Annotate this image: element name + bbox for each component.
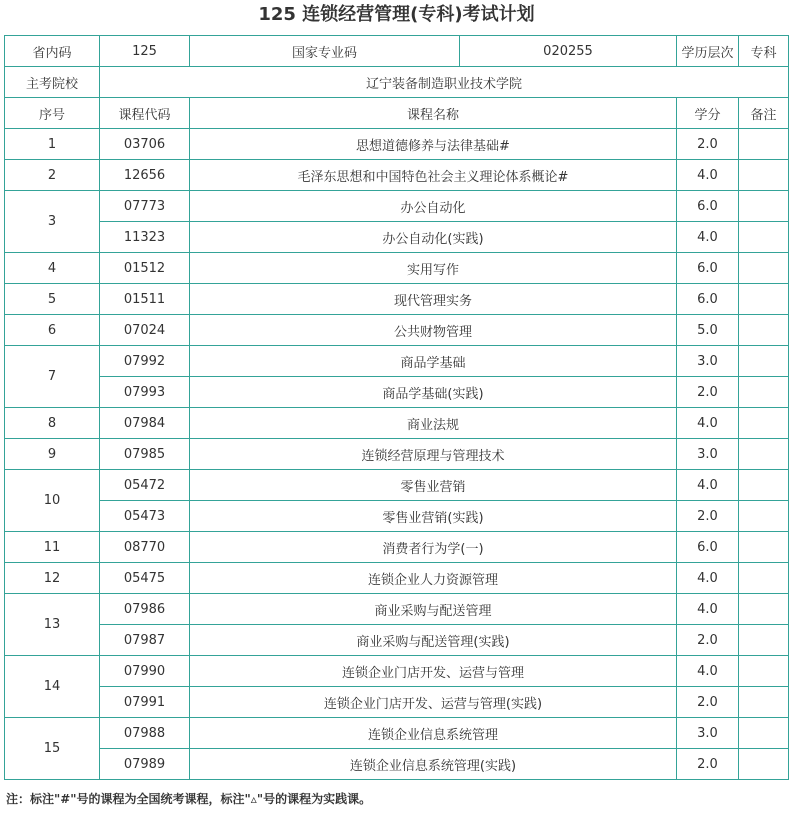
course-row — [5, 749, 789, 780]
course-name: 商品学基础 — [190, 346, 677, 377]
course-remark — [739, 222, 789, 253]
course-row — [5, 687, 789, 718]
header-credit: 学分 — [677, 98, 739, 129]
header-code: 课程代码 — [100, 98, 190, 129]
course-credit: 5.0 — [677, 315, 739, 346]
course-remark — [739, 284, 789, 315]
course-credit: 3.0 — [677, 346, 739, 377]
info-row — [5, 36, 789, 67]
course-row — [5, 656, 789, 687]
footnote: 注：标注"#"号的课程为全国统考课程，标注"▵"号的课程为实践课。 — [6, 792, 372, 806]
level-value: 专科 — [739, 36, 789, 67]
course-code: 07987 — [100, 625, 190, 656]
school-label: 主考院校 — [5, 67, 100, 98]
course-row — [5, 129, 789, 160]
course-remark — [739, 346, 789, 377]
course-row — [5, 408, 789, 439]
course-credit: 2.0 — [677, 129, 739, 160]
course-code: 07989 — [100, 749, 190, 780]
course-row — [5, 253, 789, 284]
course-seq: 14 — [5, 656, 100, 718]
course-name: 办公自动化 — [190, 191, 677, 222]
course-remark — [739, 253, 789, 284]
course-remark — [739, 439, 789, 470]
course-credit: 2.0 — [677, 749, 739, 780]
exam-plan-table — [4, 35, 789, 780]
course-credit: 4.0 — [677, 408, 739, 439]
course-credit: 3.0 — [677, 718, 739, 749]
course-code: 05475 — [100, 563, 190, 594]
course-remark — [739, 625, 789, 656]
course-remark — [739, 315, 789, 346]
course-name: 连锁企业人力资源管理 — [190, 563, 677, 594]
header-seq: 序号 — [5, 98, 100, 129]
course-remark — [739, 160, 789, 191]
course-credit: 4.0 — [677, 594, 739, 625]
course-name: 公共财物管理 — [190, 315, 677, 346]
course-credit: 4.0 — [677, 470, 739, 501]
course-seq: 1 — [5, 129, 100, 160]
page-title: 125 连锁经营管理(专科)考试计划 — [258, 4, 535, 25]
course-remark — [739, 532, 789, 563]
column-header-row — [5, 98, 789, 129]
course-remark — [739, 129, 789, 160]
course-seq: 12 — [5, 563, 100, 594]
course-remark — [739, 594, 789, 625]
course-row — [5, 191, 789, 222]
course-code: 12656 — [100, 160, 190, 191]
course-name: 思想道德修养与法律基础# — [190, 129, 677, 160]
course-credit: 2.0 — [677, 687, 739, 718]
course-name: 连锁企业门店开发、运营与管理(实践) — [190, 687, 677, 718]
course-credit: 2.0 — [677, 625, 739, 656]
header-name: 课程名称 — [190, 98, 677, 129]
course-name: 消费者行为学(一) — [190, 532, 677, 563]
course-name: 现代管理实务 — [190, 284, 677, 315]
course-row — [5, 625, 789, 656]
school-value: 辽宁装备制造职业技术学院 — [100, 67, 789, 98]
course-code: 08770 — [100, 532, 190, 563]
course-row — [5, 439, 789, 470]
course-remark — [739, 687, 789, 718]
course-seq: 5 — [5, 284, 100, 315]
header-remark: 备注 — [739, 98, 789, 129]
course-remark — [739, 749, 789, 780]
course-credit: 6.0 — [677, 532, 739, 563]
course-code: 07985 — [100, 439, 190, 470]
course-code: 01511 — [100, 284, 190, 315]
course-name: 连锁企业门店开发、运营与管理 — [190, 656, 677, 687]
course-credit: 2.0 — [677, 501, 739, 532]
course-row — [5, 222, 789, 253]
national-code-label: 国家专业码 — [190, 36, 460, 67]
course-remark — [739, 656, 789, 687]
course-row — [5, 594, 789, 625]
course-code: 07992 — [100, 346, 190, 377]
course-remark — [739, 501, 789, 532]
course-seq: 11 — [5, 532, 100, 563]
course-row — [5, 346, 789, 377]
course-remark — [739, 470, 789, 501]
course-code: 07993 — [100, 377, 190, 408]
course-remark — [739, 408, 789, 439]
course-name: 商业法规 — [190, 408, 677, 439]
course-code: 07990 — [100, 656, 190, 687]
course-row — [5, 718, 789, 749]
course-row — [5, 284, 789, 315]
course-code: 07991 — [100, 687, 190, 718]
course-row — [5, 532, 789, 563]
course-name: 连锁企业信息系统管理(实践) — [190, 749, 677, 780]
province-code-value: 125 — [100, 36, 190, 67]
course-credit: 4.0 — [677, 160, 739, 191]
course-credit: 3.0 — [677, 439, 739, 470]
course-credit: 2.0 — [677, 377, 739, 408]
course-credit: 4.0 — [677, 656, 739, 687]
course-row — [5, 377, 789, 408]
course-seq: 3 — [5, 191, 100, 253]
course-credit: 4.0 — [677, 563, 739, 594]
course-seq: 13 — [5, 594, 100, 656]
school-row — [5, 67, 789, 98]
course-code: 07984 — [100, 408, 190, 439]
course-name: 零售业营销 — [190, 470, 677, 501]
course-name: 连锁经营原理与管理技术 — [190, 439, 677, 470]
course-credit: 6.0 — [677, 253, 739, 284]
course-code: 07773 — [100, 191, 190, 222]
course-remark — [739, 563, 789, 594]
course-row — [5, 470, 789, 501]
course-name: 商业采购与配送管理(实践) — [190, 625, 677, 656]
course-seq: 8 — [5, 408, 100, 439]
province-code-label: 省内码 — [5, 36, 100, 67]
course-seq: 2 — [5, 160, 100, 191]
course-name: 零售业营销(实践) — [190, 501, 677, 532]
course-row — [5, 315, 789, 346]
course-code: 07024 — [100, 315, 190, 346]
course-seq: 6 — [5, 315, 100, 346]
course-name: 实用写作 — [190, 253, 677, 284]
course-name: 办公自动化(实践) — [190, 222, 677, 253]
national-code-value: 020255 — [460, 36, 677, 67]
course-code: 05473 — [100, 501, 190, 532]
course-remark — [739, 377, 789, 408]
course-row — [5, 160, 789, 191]
course-row — [5, 501, 789, 532]
course-code: 03706 — [100, 129, 190, 160]
course-code: 07986 — [100, 594, 190, 625]
course-name: 商品学基础(实践) — [190, 377, 677, 408]
level-label: 学历层次 — [677, 36, 739, 67]
course-seq: 10 — [5, 470, 100, 532]
course-remark — [739, 718, 789, 749]
course-credit: 4.0 — [677, 222, 739, 253]
course-code: 05472 — [100, 470, 190, 501]
course-name: 连锁企业信息系统管理 — [190, 718, 677, 749]
course-seq: 15 — [5, 718, 100, 780]
course-code: 01512 — [100, 253, 190, 284]
course-seq: 9 — [5, 439, 100, 470]
course-name: 商业采购与配送管理 — [190, 594, 677, 625]
course-code: 11323 — [100, 222, 190, 253]
course-seq: 4 — [5, 253, 100, 284]
course-remark — [739, 191, 789, 222]
course-seq: 7 — [5, 346, 100, 408]
course-credit: 6.0 — [677, 191, 739, 222]
course-code: 07988 — [100, 718, 190, 749]
course-name: 毛泽东思想和中国特色社会主义理论体系概论# — [190, 160, 677, 191]
course-row — [5, 563, 789, 594]
course-credit: 6.0 — [677, 284, 739, 315]
